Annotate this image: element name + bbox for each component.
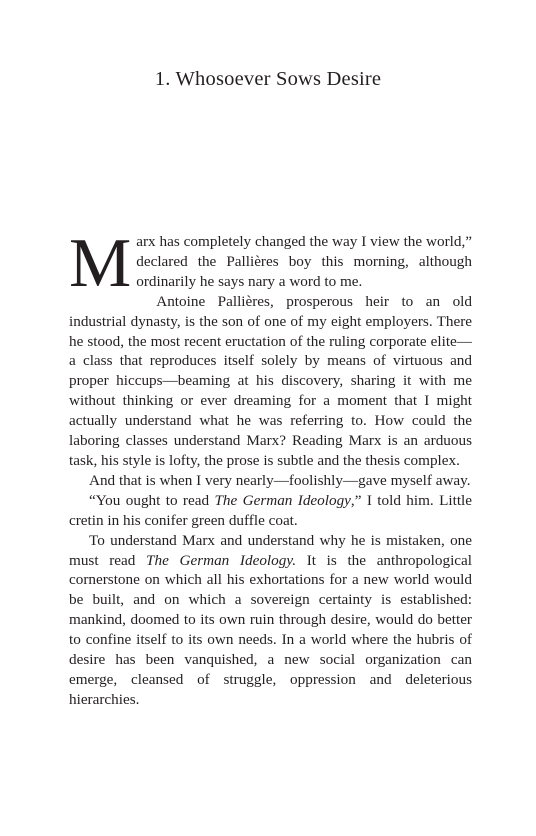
book-title-german-ideology: The German Ideology <box>214 491 351 509</box>
paragraph-5 <box>69 531 472 710</box>
paragraph-5-text-b: It is the anthropological cornerstone on which all his exhortations for a new world would be built, and on which a sovereign certainty is established: mankind, doomed to its own ruin through desire, would do better to confine itself to its own needs. In a world where the hubris of desire has been vanquished, a new social organization can emerge, cleansed of struggle, oppression and deleterious hierarchies. <box>69 551 473 708</box>
paragraph-4-text-a: “You ought to read <box>89 491 215 509</box>
paragraph-1-text: arx has completely changed the way I view the world,” declared the Pallières boy this morning, although ordinarily he says nary a word to me. <box>136 233 472 290</box>
drop-cap: M <box>69 225 132 302</box>
paragraph-4-text-b: ,” I told him. Little cretin in his conifer green duffle coat. <box>69 491 472 529</box>
body-text <box>69 225 473 710</box>
chapter-title: 1. Whosoever Sows Desire <box>154 68 382 90</box>
paragraph-4 <box>69 491 472 531</box>
paragraph-1 <box>69 225 472 302</box>
paragraph-3: And that is when I very nearly—foolishly—gave myself away. <box>89 471 471 489</box>
paragraph-2: Antoine Pallières, prosperous heir to an old industrial dynasty, is the son of one of my eight employers. There he stood, the most recent eructation of the ruling corporate elite—a class that reproduces itself solely by means of virtuous and proper hiccups—beaming at his discovery, sharing it with me without thinking or ever dreaming for a moment that I might actually understand what he was referring to. How could the laboring classes understand Marx? Reading Marx is an arduous task, his style is lofty, the prose is subtle and the thesis complex. <box>69 292 472 469</box>
paragraph-5-text-a: To understand Marx and understand why he is mistaken, one must read <box>69 531 472 569</box>
book-title-german-ideology-2: The German Ideology. <box>146 551 297 569</box>
